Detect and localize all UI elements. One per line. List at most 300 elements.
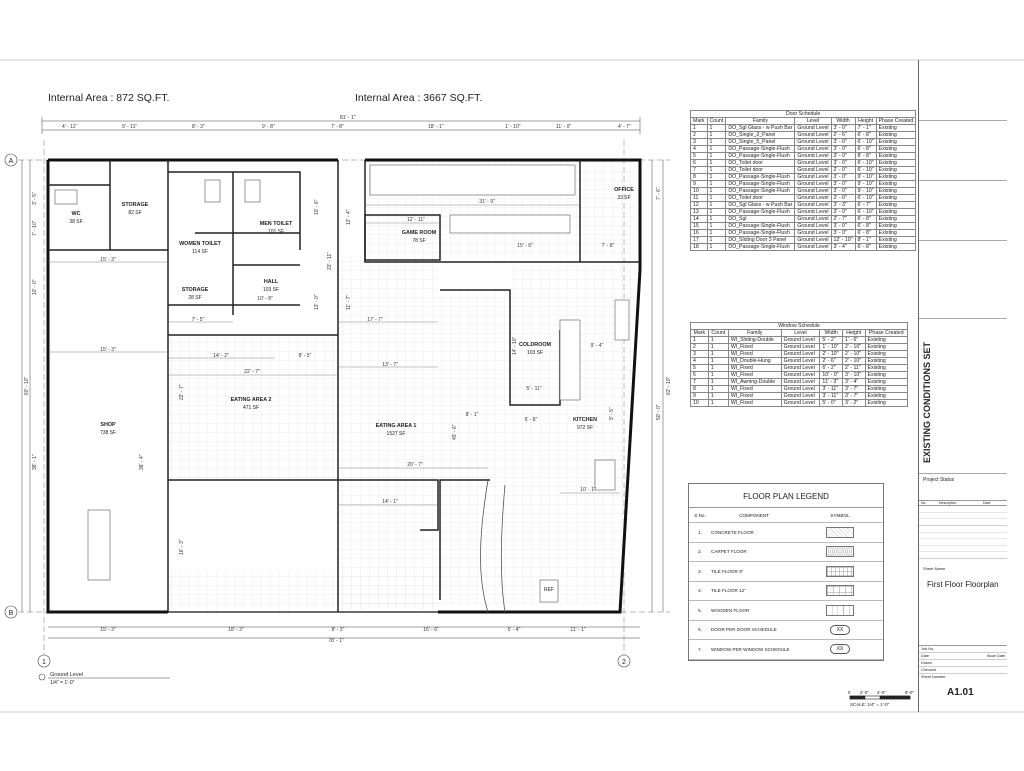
dim-left-5: 38' - 1" <box>32 454 38 470</box>
win-schedule-cell: 2' - 11" <box>842 365 865 372</box>
win-schedule-cell: Ground Level <box>781 351 820 358</box>
win-schedule-cell: 3' - 4" <box>842 379 865 386</box>
room-women-area: 114 SF <box>192 249 208 255</box>
win-schedule-cell: 2' - 10" <box>842 351 865 358</box>
dim-top-2: 9' - 11" <box>122 124 138 130</box>
door-schedule-cell: 1 <box>707 146 726 153</box>
grid-label-2: 2 <box>622 659 626 666</box>
legend-row-label: TILE FLOOR 12" <box>711 588 746 594</box>
door-schedule-cell: 3' - 4" <box>831 244 855 251</box>
door-schedule-body <box>691 125 916 251</box>
door-schedule-cell: 2' - 6" <box>831 132 855 139</box>
win-schedule-cell: Ground Level <box>781 393 820 400</box>
dim-6-8: 6' - 8" <box>524 417 538 423</box>
door-schedule-cell: Ground Level <box>795 153 831 160</box>
door-schedule-header-cell: Count <box>707 118 726 125</box>
dim-14-2: 14' - 2" <box>213 353 229 359</box>
win-schedule-cell: 11' - 3" <box>820 379 843 386</box>
room-wc-area: 38 SF <box>69 219 83 225</box>
win-schedule-cell: 2' - 10" <box>842 344 865 351</box>
door-schedule-cell: Existing <box>876 139 916 146</box>
win-schedule-cell: 1 <box>708 393 728 400</box>
room-men-name: MEN TOILET <box>259 221 293 227</box>
grid-label-1: 1 <box>42 659 46 666</box>
door-schedule-header <box>691 118 916 125</box>
dim-v-38-4: 38' - 4" <box>139 454 145 470</box>
door-schedule-cell: 10 <box>691 188 708 195</box>
door-schedule-cell: Existing <box>876 160 916 167</box>
floor-plan-legend <box>688 483 884 661</box>
win-schedule-header-cell: Height <box>842 330 865 337</box>
win-schedule-row <box>691 337 908 344</box>
checked-label: Checked <box>919 667 1007 674</box>
legend-title: FLOOR PLAN LEGEND <box>689 484 883 508</box>
room-cold-name: COLDROOM <box>518 342 552 348</box>
legend-row-no: 6. <box>698 627 702 633</box>
win-schedule-row <box>691 386 908 393</box>
door-schedule-cell: 5 <box>691 153 708 160</box>
dim-9-5: 9' - 5" <box>609 407 615 420</box>
door-schedule-cell: 3' - 0" <box>831 139 855 146</box>
title-block-logo-area <box>919 60 1007 121</box>
dim-top-1: 4' - 11" <box>62 124 78 130</box>
door-schedule-cell: Ground Level <box>795 174 831 181</box>
door-schedule-cell: DO_Single_2_Panel <box>726 132 795 139</box>
door-schedule-cell: 1 <box>707 244 726 251</box>
win-schedule-cell: 1 <box>708 344 728 351</box>
door-schedule-cell: 1 <box>707 237 726 244</box>
dim-15-6: 15' - 6" <box>517 243 533 249</box>
door-schedule-cell: Ground Level <box>795 216 831 223</box>
door-schedule-row <box>691 244 916 251</box>
legend-header-no: S.No. <box>694 512 706 518</box>
legend-row <box>689 621 883 641</box>
door-schedule-cell: Existing <box>876 209 916 216</box>
win-schedule-cell: Ground Level <box>781 358 820 365</box>
win-schedule-cell: Ground Level <box>781 372 820 379</box>
door-schedule-cell: 9 <box>691 181 708 188</box>
dim-bottom-overall: 78' - 1" <box>328 638 344 644</box>
set-title: EXISTING CONDITIONS SET <box>922 341 932 463</box>
door-schedule-cell: 9' - 10" <box>855 188 876 195</box>
win-schedule-header-cell: Count <box>708 330 728 337</box>
room-eat2-area: 471 SF <box>242 405 260 411</box>
door-schedule-cell: Ground Level <box>795 188 831 195</box>
room-eat1-name: EATING AREA 1 <box>375 423 417 429</box>
door-schedule-cell: 1 <box>691 125 708 132</box>
door-schedule-cell: 3' - 0" <box>831 153 855 160</box>
win-schedule-cell: 1 <box>708 379 728 386</box>
dim-15-3-b: 15' - 3" <box>100 347 116 353</box>
door-schedule-cell: DO_Single_5_Panel <box>726 139 795 146</box>
dim-bottom-3: 8' - 3" <box>331 627 345 633</box>
dim-bottom-4: 16' - 6" <box>423 627 439 633</box>
rev-header-no: No. <box>921 501 927 505</box>
door-schedule-cell: Ground Level <box>795 202 831 209</box>
internal-area-right: Internal Area : 3667 SQ.FT. <box>355 92 483 104</box>
win-schedule-cell: 2' - 10" <box>820 351 843 358</box>
door-schedule-cell: Existing <box>876 174 916 181</box>
door-schedule-cell: DO_Toilet door <box>726 167 795 174</box>
drawn-label: Drawn <box>919 660 1007 667</box>
win-schedule-cell: Existing <box>865 379 907 386</box>
win-schedule-cell: WI_Fixed <box>728 365 781 372</box>
win-schedule-cell: 2' - 10" <box>842 358 865 365</box>
door-schedule-cell: 3' - 0" <box>831 181 855 188</box>
door-schedule-cell: Existing <box>876 132 916 139</box>
door-schedule-cell: Ground Level <box>795 230 831 237</box>
door-schedule-cell: 7' - 1" <box>855 125 876 132</box>
dim-v-12-4: 12' - 4" <box>346 209 352 225</box>
win-schedule-cell: 3' - 10" <box>842 372 865 379</box>
door-schedule-header-cell: Phase Created <box>876 118 916 125</box>
date-label: Date <box>921 654 930 658</box>
win-schedule-cell: Existing <box>865 344 907 351</box>
dim-7-5: 7' - 5" <box>191 317 205 323</box>
dim-13-7: 13' - 7" <box>382 362 398 368</box>
legend-row <box>689 582 883 602</box>
room-kitchen-name: KITCHEN <box>573 417 597 423</box>
door-schedule-row <box>691 139 916 146</box>
win-schedule-cell: 1 <box>708 365 728 372</box>
legend-row-symbol <box>797 527 883 538</box>
door-schedule-cell: 2' - 0" <box>831 167 855 174</box>
door-schedule-cell: Ground Level <box>795 209 831 216</box>
dim-22-7: 22' - 7" <box>244 369 260 375</box>
room-men-area: 101 SF <box>267 229 285 235</box>
win-schedule-cell: 1' - 10" <box>820 344 843 351</box>
project-status-label: Project Status <box>923 477 955 483</box>
door-schedule-row <box>691 195 916 202</box>
door-schedule-cell: 16 <box>691 230 708 237</box>
win-schedule-cell: Existing <box>865 393 907 400</box>
door-schedule-cell: DO_Sgl Glass - w Push Bar <box>726 125 795 132</box>
door-schedule-cell: 3' - 3" <box>831 202 855 209</box>
win-schedule-cell: 1 <box>708 372 728 379</box>
dim-8-1: 8' - 1" <box>465 412 479 418</box>
door-schedule-header-cell: Level <box>795 118 831 125</box>
win-schedule-cell: 9 <box>691 393 709 400</box>
dim-8-5: 8' - 5" <box>298 353 312 359</box>
legend-row <box>689 523 883 543</box>
win-schedule-header-cell: Phase Created <box>865 330 907 337</box>
room-hall-area: 103 SF <box>262 287 280 293</box>
door-schedule-cell: 17 <box>691 237 708 244</box>
door-schedule-row <box>691 174 916 181</box>
door-schedule-cell: 6' - 8" <box>855 244 876 251</box>
dim-top-overall: 81' - 1" <box>340 115 356 121</box>
door-schedule-cell: Ground Level <box>795 167 831 174</box>
room-hall-name: HALL <box>263 279 279 285</box>
dim-7-8: 7' - 8" <box>601 243 615 249</box>
win-schedule-cell: Existing <box>865 358 907 365</box>
door-schedule-cell: 3' - 0" <box>831 223 855 230</box>
job-no-label: Job No. <box>919 646 1007 653</box>
door-schedule-cell: Ground Level <box>795 237 831 244</box>
win-schedule-cell: Existing <box>865 365 907 372</box>
win-schedule-cell: 2' - 6" <box>820 358 843 365</box>
title-block-field-1 <box>919 120 1007 181</box>
door-schedule-cell: 2' - 0" <box>831 195 855 202</box>
door-schedule-cell: 1 <box>707 139 726 146</box>
legend-header <box>689 508 883 523</box>
scale-tick-4: 4'-0" <box>877 690 886 695</box>
revision-rows <box>919 506 1007 561</box>
dim-10-8: 10' - 8" <box>257 296 273 302</box>
dim-right-2: 50' - 0" <box>656 404 662 420</box>
door-schedule-cell: 3' - 0" <box>831 146 855 153</box>
door-schedule-row <box>691 153 916 160</box>
door-schedule-cell: Ground Level <box>795 139 831 146</box>
door-schedule-cell: DO_Passage-Single-Flush <box>726 146 795 153</box>
door-schedule-cell: 1 <box>707 125 726 132</box>
room-wc-name: WC <box>71 211 81 217</box>
door-schedule-cell: 1 <box>707 153 726 160</box>
door-schedule-cell: 6' - 10" <box>855 160 876 167</box>
issue-date-value: Issue Date <box>986 654 1005 658</box>
door-schedule-cell: DO_Sgl <box>726 216 795 223</box>
door-schedule-cell: Existing <box>876 153 916 160</box>
scale-tick-8: 8'-0" <box>905 690 914 695</box>
win-schedule-cell: 6 <box>691 372 709 379</box>
door-schedule-row <box>691 188 916 195</box>
door-schedule-cell: 2' - 7" <box>831 216 855 223</box>
win-schedule-cell: 10' - 0" <box>820 372 843 379</box>
door-schedule-cell: Existing <box>876 230 916 237</box>
room-game-name: GAME ROOM <box>401 230 437 236</box>
dim-left-3: 10' - 0" <box>32 279 38 295</box>
window-schedule-header <box>691 330 908 337</box>
door-schedule-cell: 6' - 10" <box>855 195 876 202</box>
legend-row <box>689 543 883 563</box>
grid-label-b: B <box>8 610 14 617</box>
legend-row <box>689 640 883 660</box>
legend-row-label: DOOR PER DOOR SCHEDULE <box>711 627 777 633</box>
door-schedule-cell: DO_Toilet door <box>726 195 795 202</box>
internal-area-left: Internal Area : 872 SQ.FT. <box>48 92 170 104</box>
win-schedule-cell: Existing <box>865 351 907 358</box>
dim-14-10: 14' - 10" <box>512 336 518 355</box>
win-schedule-header-cell: Family <box>728 330 781 337</box>
legend-row-symbol <box>797 605 883 616</box>
sheet-number-label: Sheet Number <box>921 675 946 679</box>
win-schedule-row <box>691 400 908 407</box>
door-schedule-cell: Existing <box>876 146 916 153</box>
door-schedule-cell: 6' - 10" <box>855 209 876 216</box>
win-schedule-row <box>691 365 908 372</box>
legend-hatch-swatch <box>826 605 854 616</box>
win-schedule-row <box>691 358 908 365</box>
win-schedule-cell: WI_Awning-Double <box>728 379 781 386</box>
door-schedule-cell: DO_Passage-Single-Flush <box>726 223 795 230</box>
win-schedule-cell: Ground Level <box>781 344 820 351</box>
legend-row-symbol <box>797 644 883 654</box>
legend-rows <box>689 523 883 660</box>
room-storage2-name: STORAGE <box>181 287 209 293</box>
win-schedule-cell: WI_Fixed <box>728 344 781 351</box>
door-schedule-cell: 7 <box>691 167 708 174</box>
dim-top-9: 4' - 7" <box>618 124 631 130</box>
dim-v-22-7: 22' - 7" <box>179 384 185 400</box>
win-schedule-cell: Existing <box>865 400 907 407</box>
door-schedule-header-cell: Family <box>726 118 795 125</box>
door-schedule-row <box>691 167 916 174</box>
legend-row-symbol <box>797 585 883 596</box>
win-schedule-cell: 3' - 11" <box>820 386 843 393</box>
win-schedule-cell: WI_Fixed <box>728 386 781 393</box>
door-schedule-cell: 6' - 8" <box>855 216 876 223</box>
door-schedule-cell: 6' - 8" <box>855 132 876 139</box>
room-kitchen-area: 972 SF <box>576 425 594 431</box>
door-schedule-row <box>691 230 916 237</box>
dim-left-1: 3' - 5" <box>32 192 38 205</box>
dim-v-13-0: 13' - 0" <box>314 294 320 310</box>
door-schedule-cell: 4 <box>691 146 708 153</box>
win-schedule-cell: 3' - 7" <box>842 393 865 400</box>
dim-bottom-6: 11' - 1" <box>570 627 586 633</box>
win-schedule-cell: Ground Level <box>781 365 820 372</box>
legend-header-symbol: SYMBOL <box>830 512 850 518</box>
door-schedule-cell: Existing <box>876 125 916 132</box>
door-schedule-cell: DO_Passage-Single-Flush <box>726 188 795 195</box>
door-schedule-cell: 3' - 0" <box>831 160 855 167</box>
door-schedule-cell: 1 <box>707 216 726 223</box>
legend-row-no: 1. <box>698 529 702 535</box>
fixture-ref-label: REF <box>544 587 554 593</box>
title-block-field-2 <box>919 180 1007 241</box>
dim-bottom-2: 18' - 3" <box>228 627 244 633</box>
door-schedule-row <box>691 146 916 153</box>
win-schedule-cell: 1 <box>691 337 709 344</box>
dim-5-11: 5' - 11" <box>526 386 542 392</box>
legend-row-no: 5. <box>698 607 702 613</box>
door-schedule-header-cell: Height <box>855 118 876 125</box>
legend-row-label: CONCRETE FLOOR <box>711 529 754 535</box>
door-schedule-cell: DO_Passage-Single-Flush <box>726 230 795 237</box>
door-schedule-cell: 6' - 8" <box>855 223 876 230</box>
win-schedule-cell: 7 <box>691 379 709 386</box>
door-schedule-cell: Ground Level <box>795 125 831 132</box>
door-schedule-cell: DO_Passage-Single-Flush <box>726 209 795 216</box>
door-schedule-cell: Ground Level <box>795 244 831 251</box>
door-schedule-cell: 6' - 10" <box>855 167 876 174</box>
door-schedule-cell: 12 <box>691 202 708 209</box>
legend-header-component: COMPONENT <box>739 512 769 518</box>
win-schedule-cell: 1 <box>708 358 728 365</box>
dim-45-6: 45' - 6" <box>452 424 458 440</box>
door-schedule-cell: 1 <box>707 167 726 174</box>
door-schedule-cell: Existing <box>876 181 916 188</box>
door-schedule-cell: 1 <box>707 160 726 167</box>
dim-v-11-7: 11' - 7" <box>346 294 352 310</box>
legend-row-symbol <box>797 546 883 557</box>
door-schedule-cell: 3' - 0" <box>831 209 855 216</box>
win-schedule-cell: Ground Level <box>781 379 820 386</box>
sheet-info <box>919 645 1007 680</box>
win-schedule-cell: Ground Level <box>781 337 820 344</box>
dim-31-9: 31' - 9" <box>479 199 495 205</box>
door-schedule-cell: 1 <box>707 195 726 202</box>
door-schedule-cell: 2 <box>691 132 708 139</box>
win-schedule-cell: WI_Fixed <box>728 351 781 358</box>
win-schedule-cell: Ground Level <box>781 386 820 393</box>
dim-top-4: 9' - 8" <box>262 124 275 130</box>
legend-row-no: 4. <box>698 588 702 594</box>
room-women-name: WOMEN TOILET <box>179 241 221 247</box>
door-schedule-cell: 15 <box>691 223 708 230</box>
legend-hatch-swatch <box>826 546 854 557</box>
door-schedule-cell: DO_Sgl Glass - w Push Bar <box>726 202 795 209</box>
win-schedule-cell: 1 <box>708 400 728 407</box>
door-schedule-cell: 1 <box>707 174 726 181</box>
door-schedule-cell: 6 <box>691 160 708 167</box>
win-schedule-cell: 6' - 2" <box>820 365 843 372</box>
win-schedule-header-cell: Mark <box>691 330 709 337</box>
door-schedule-cell: 3' - 0" <box>831 174 855 181</box>
door-schedule-row <box>691 216 916 223</box>
door-schedule-cell: DO_Sliding Door 3 Panel <box>726 237 795 244</box>
win-schedule-header-cell: Level <box>781 330 820 337</box>
date-row <box>919 653 1007 660</box>
door-schedule-cell: 1 <box>707 209 726 216</box>
door-schedule-row <box>691 181 916 188</box>
door-schedule-cell: Ground Level <box>795 160 831 167</box>
view-level-scale: 1/4" = 1'-0" <box>50 680 75 686</box>
dim-top-7: 1' - 10" <box>505 124 521 130</box>
legend-row-no: 2. <box>698 549 702 555</box>
door-schedule-row <box>691 237 916 244</box>
win-schedule-cell: 5 <box>691 365 709 372</box>
door-schedule-cell: 3' - 0" <box>831 188 855 195</box>
door-schedule-cell: DO_Passage-Single-Flush <box>726 174 795 181</box>
room-cold-area: 103 SF <box>526 350 544 356</box>
dim-v-10-6: 10' - 6" <box>314 199 320 215</box>
win-schedule-cell: 4 <box>691 358 709 365</box>
win-schedule-cell: Existing <box>865 337 907 344</box>
sheet-name: First Floor Floorplan <box>927 580 999 589</box>
legend-row-symbol <box>797 566 883 577</box>
sheet-name-label: Sheet Name <box>923 566 946 571</box>
door-schedule-cell: Ground Level <box>795 195 831 202</box>
legend-row-label: WINDOW PER WINDOW SCHEDULE <box>711 646 790 652</box>
win-schedule-cell: Ground Level <box>781 400 820 407</box>
win-schedule-cell: WI_Sliding-Double <box>728 337 781 344</box>
door-schedule-cell: 6' - 10" <box>855 139 876 146</box>
door-schedule-cell: 18 <box>691 244 708 251</box>
room-shop-area: 738 SF <box>99 430 117 436</box>
legend-row <box>689 562 883 582</box>
win-schedule-row <box>691 379 908 386</box>
sheet-number: A1.01 <box>947 687 974 698</box>
win-schedule-cell: Existing <box>865 386 907 393</box>
legend-row-label: WOODEN FLOOR <box>711 607 750 613</box>
win-schedule-header-cell: Width <box>820 330 843 337</box>
dim-20-7: 20' - 7" <box>407 462 423 468</box>
door-schedule-cell: 3' - 0" <box>831 230 855 237</box>
door-schedule-cell: Existing <box>876 202 916 209</box>
door-schedule-header-cell: Width <box>831 118 855 125</box>
door-schedule-cell: 1 <box>707 223 726 230</box>
door-schedule-cell: Existing <box>876 188 916 195</box>
door-schedule-cell: 11 <box>691 195 708 202</box>
dim-v-23-11: 23' - 11" <box>327 252 333 270</box>
win-schedule-cell: 1 <box>708 351 728 358</box>
set-title-panel <box>919 318 1007 474</box>
dim-12-11: 12' - 11" <box>407 217 425 223</box>
scale-tick-2: 2'-0" <box>860 690 869 695</box>
win-schedule-row <box>691 344 908 351</box>
rev-header-desc: Description <box>939 501 957 505</box>
